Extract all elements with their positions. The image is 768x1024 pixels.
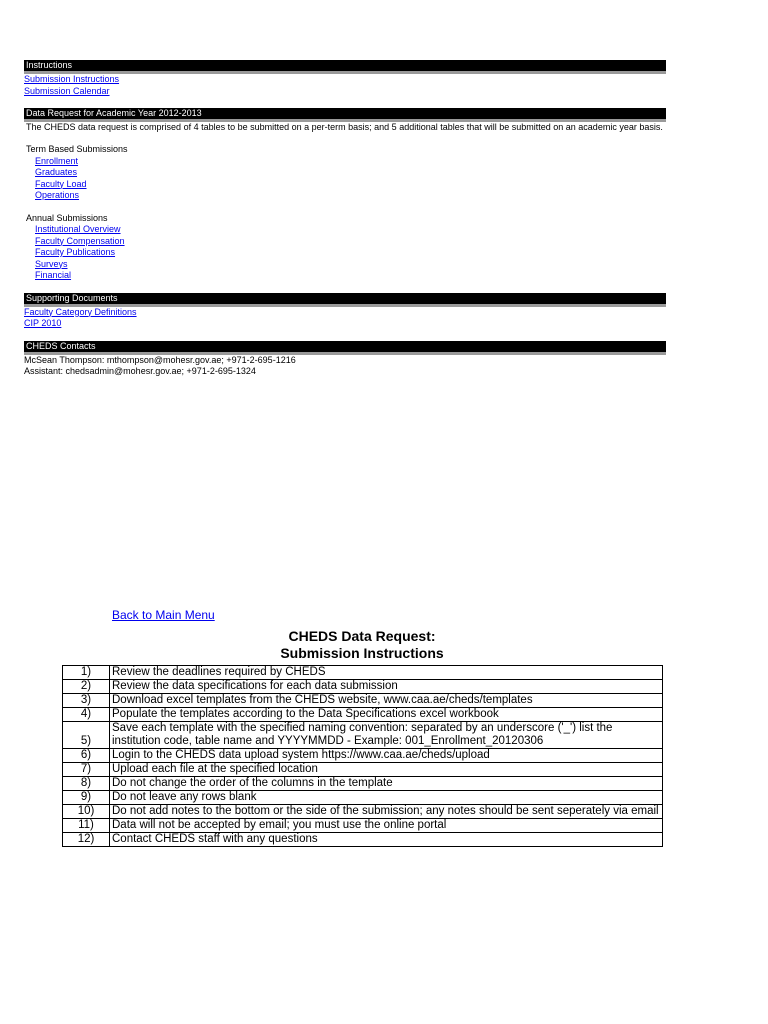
- table-row: [63, 833, 663, 847]
- step-number: 4): [63, 708, 110, 722]
- step-text: Upload each file at the specified location: [110, 763, 663, 777]
- table-row: [63, 791, 663, 805]
- step-number: 8): [63, 777, 110, 791]
- step-text: Do not add notes to the bottom or the side of the submission; any notes should be sent seperately via email: [110, 805, 663, 819]
- link-financial[interactable]: Financial: [35, 270, 72, 280]
- contact-assistant: Assistant: chedsadmin@mohesr.gov.ae; +971-2-695-1324: [24, 365, 256, 376]
- link-graduates[interactable]: Graduates: [35, 167, 78, 177]
- table-row: [63, 680, 663, 694]
- link-cip-2010[interactable]: CIP 2010: [24, 318, 62, 328]
- title-line-1: CHEDS Data Request:: [288, 628, 436, 644]
- link-surveys[interactable]: Surveys: [35, 258, 68, 269]
- link-faculty-load[interactable]: Faculty Load: [35, 178, 87, 189]
- link-operations[interactable]: Operations: [35, 190, 80, 200]
- step-text: Login to the CHEDS data upload system https://www.caa.ae/cheds/upload: [110, 749, 663, 763]
- table-row: [63, 749, 663, 763]
- step-text: Review the deadlines required by CHEDS: [110, 666, 663, 680]
- step-text: Do not change the order of the columns in the template: [110, 777, 663, 791]
- title-line-2: Submission Instructions: [280, 645, 444, 661]
- step-number: 1): [63, 666, 110, 680]
- section-header-data-request: Data Request for Academic Year 2012-2013: [24, 108, 666, 122]
- step-number: 10): [63, 805, 110, 819]
- page-title: [62, 628, 662, 662]
- step-text: Save each template with the specified naming convention: separated by an underscore ('_') list the institution code, table name and YYYYMMDD - Example: 001_Enrollment_20120306: [110, 722, 663, 749]
- step-number: 2): [63, 680, 110, 694]
- step-number: 7): [63, 763, 110, 777]
- table-row: [63, 777, 663, 791]
- table-row: [63, 763, 663, 777]
- link-faculty-publications[interactable]: Faculty Publications: [35, 247, 116, 257]
- step-number: 9): [63, 791, 110, 805]
- step-text: Data will not be accepted by email; you must use the online portal: [110, 819, 663, 833]
- link-institutional-overview[interactable]: Institutional Overview: [35, 224, 121, 234]
- step-number: 12): [63, 833, 110, 847]
- table-row: [63, 694, 663, 708]
- section-header-supporting-documents: Supporting Documents: [24, 293, 666, 307]
- link-faculty-category-definitions[interactable]: Faculty Category Definitions: [24, 306, 137, 317]
- term-submissions-heading: Term Based Submissions: [26, 144, 128, 154]
- table-row: [63, 805, 663, 819]
- table-row: [63, 819, 663, 833]
- step-text: Contact CHEDS staff with any questions: [110, 833, 663, 847]
- section-header-instructions: Instructions: [24, 60, 666, 74]
- step-number: 6): [63, 749, 110, 763]
- back-to-main-menu-link[interactable]: Back to Main Menu: [112, 608, 215, 622]
- table-row: [63, 708, 663, 722]
- step-text: Review the data specifications for each data submission: [110, 680, 663, 694]
- table-row: [63, 666, 663, 680]
- table-row: [63, 722, 663, 749]
- link-enrollment[interactable]: Enrollment: [35, 155, 79, 166]
- link-submission-calendar[interactable]: Submission Calendar: [24, 85, 110, 96]
- step-number: 5): [63, 722, 110, 749]
- step-number: 11): [63, 819, 110, 833]
- contact-primary: McSean Thompson: mthompson@mohesr.gov.ae; +971-2-695-1216: [24, 354, 296, 365]
- data-request-description: The CHEDS data request is comprised of 4 tables to be submitted on a per-term basis; and 5 additional tables that will be submitted on an academic year basis.: [26, 122, 663, 132]
- workbook-sheet: [24, 60, 666, 377]
- link-submission-instructions[interactable]: Submission Instructions: [24, 74, 120, 84]
- annual-submissions-heading: Annual Submissions: [26, 212, 108, 223]
- link-faculty-compensation[interactable]: Faculty Compensation: [35, 235, 125, 246]
- step-text: Download excel templates from the CHEDS website, www.caa.ae/cheds/templates: [110, 694, 663, 708]
- submission-instructions-table: [62, 665, 663, 847]
- step-number: 3): [63, 694, 110, 708]
- step-text: Populate the templates according to the Data Specifications excel workbook: [110, 708, 663, 722]
- step-text: Do not leave any rows blank: [110, 791, 663, 805]
- section-header-cheds-contacts: CHEDS Contacts: [24, 341, 666, 355]
